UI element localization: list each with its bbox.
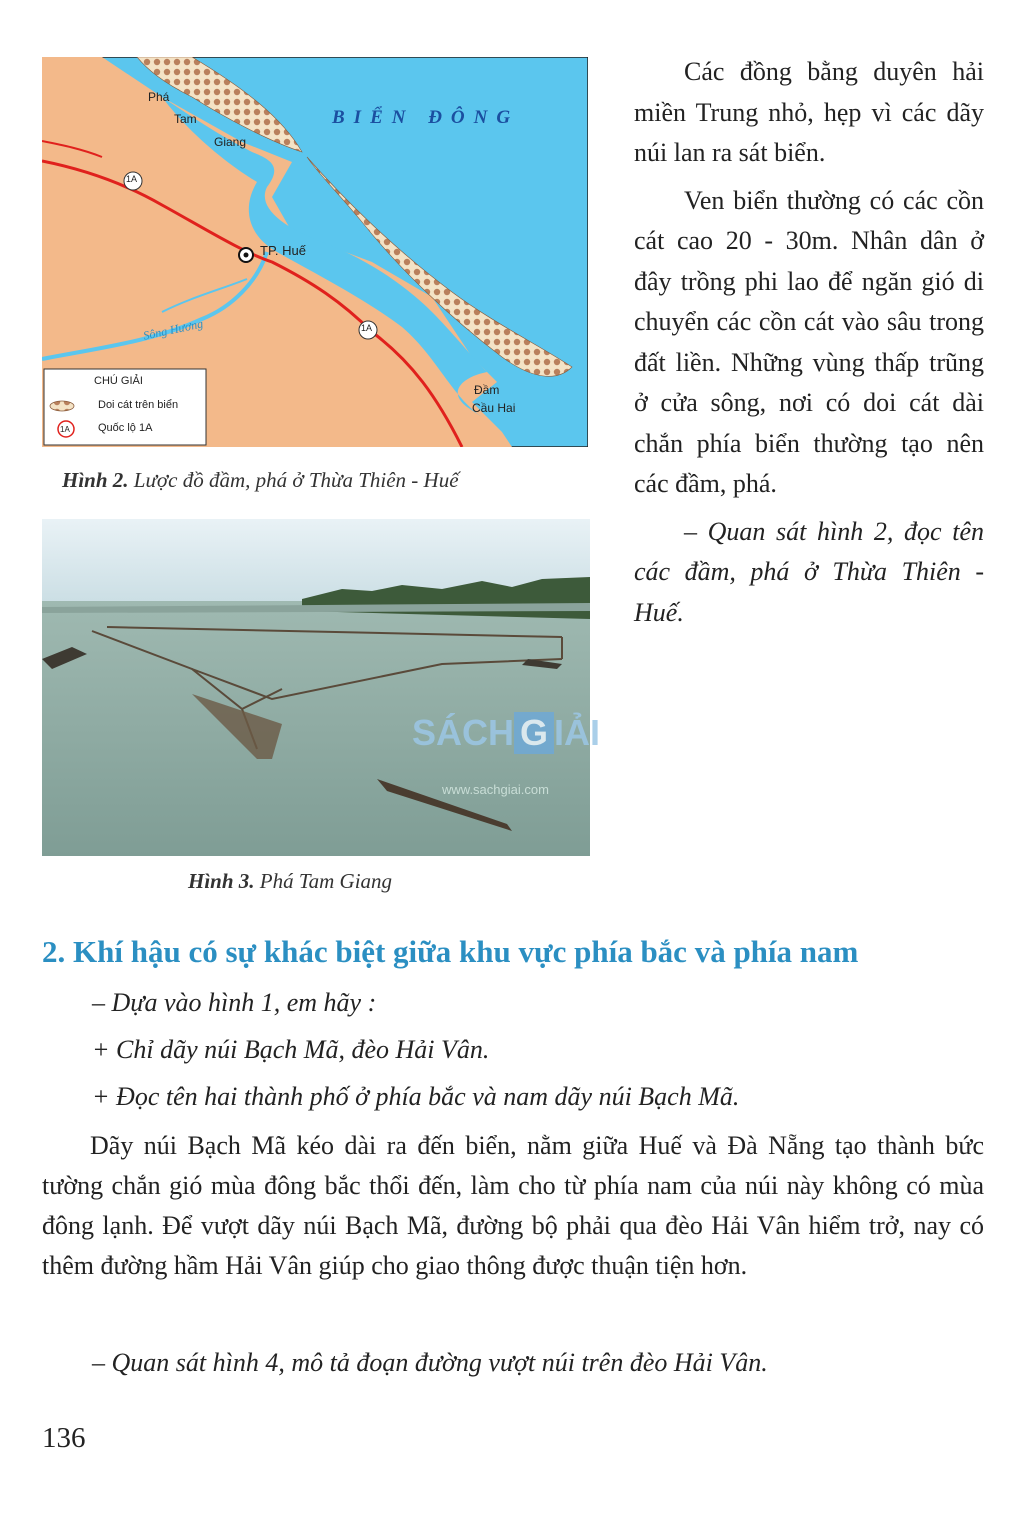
task-item-3: – Quan sát hình 4, mô tả đoạn đường vượt núi trên đèo Hải Vân. (92, 1348, 768, 1377)
cau-hai-label-1: Đầm (474, 383, 500, 397)
watermark-brand-g: G (514, 712, 554, 754)
right-column-text (634, 52, 984, 640)
task-intro: – Dựa vào hình 1, em hãy : (92, 988, 377, 1017)
sea-label: BIỂN ĐÔNG (332, 107, 520, 128)
paragraph-coastal-plains: Các đồng bằng duyên hải miền Trung nhỏ, hẹp vì các dãy núi lan ra sát biển. (634, 57, 984, 167)
page-number: 136 (42, 1422, 86, 1454)
river-label: Sông Hương (142, 316, 205, 343)
body-paragraph (42, 1126, 984, 1286)
figure-3-caption (188, 869, 392, 894)
figure-2-caption (62, 468, 459, 493)
road-tag-south: 1A (361, 323, 373, 333)
watermark-url: www.sachgiai.com (442, 782, 549, 797)
legend-title: CHÚ GIẢI (94, 375, 143, 387)
lagoon-label-pha: Phá (148, 90, 170, 104)
paragraph-sand-dunes: Ven biển thường có các cồn cát cao 20 - 30m. Nhân dân ở đây trồng phi lao để ngăn gió di chuyển các cồn cát vào sâu trong đất liền. Những vùng thấp trũng ở cửa sông, nơi có doi cát dài chắn phía biển thường tạo nên các đầm, phá. (634, 185, 984, 498)
legend-item-road: Quốc lộ 1A (98, 422, 153, 434)
cau-hai-label-2: Cầu Hai (472, 401, 516, 415)
figure-3-text: Phá Tam Giang (259, 869, 393, 893)
figure-2-text: Lược đồ đầm, phá ở Thừa Thiên - Huế (133, 468, 459, 492)
task-item-2: + Đọc tên hai thành phố ở phía bắc và nam dãy núi Bạch Mã. (92, 1082, 740, 1111)
question-figure-2: – Quan sát hình 2, đọc tên các đầm, phá ở Thừa Thiên - Huế. (634, 516, 984, 627)
lagoon-label-tam: Tam (174, 112, 197, 126)
paragraph-bach-ma: Dãy núi Bạch Mã kéo dài ra đến biển, nằm giữa Huế và Đà Nẵng tạo thành bức tường chắn gió mùa đông bắc thổi đến, làm cho từ phía nam của núi này không có mùa đông lạnh. Để vượt dãy núi Bạch Mã, đường bộ phải qua đèo Hải Vân hiểm trở, nay có thêm đường hầm Hải Vân giúp cho giao thông được thuận tiện hơn. (42, 1131, 984, 1280)
map-figure-2 (42, 57, 588, 447)
photo-tam-giang-lagoon (42, 519, 590, 856)
city-label: TP. Huế (260, 243, 307, 258)
watermark-brand-left: SÁCH (412, 712, 515, 753)
section-heading: 2. Khí hậu có sự khác biệt giữa khu vực phía bắc và phía nam (42, 934, 859, 969)
lagoon-label-giang: Giang (214, 135, 247, 149)
figure-3-label: Hình 3. (188, 869, 255, 893)
road-tag-north: 1A (126, 174, 138, 184)
watermark-brand-right: IẢI (554, 712, 601, 753)
task-item-1: + Chỉ dãy núi Bạch Mã, đèo Hải Vân. (92, 1035, 490, 1064)
figure-2-label: Hình 2. (62, 468, 129, 492)
legend-road-tag: 1A (60, 425, 70, 434)
legend-item-sand: Doi cát trên biển (98, 399, 179, 411)
